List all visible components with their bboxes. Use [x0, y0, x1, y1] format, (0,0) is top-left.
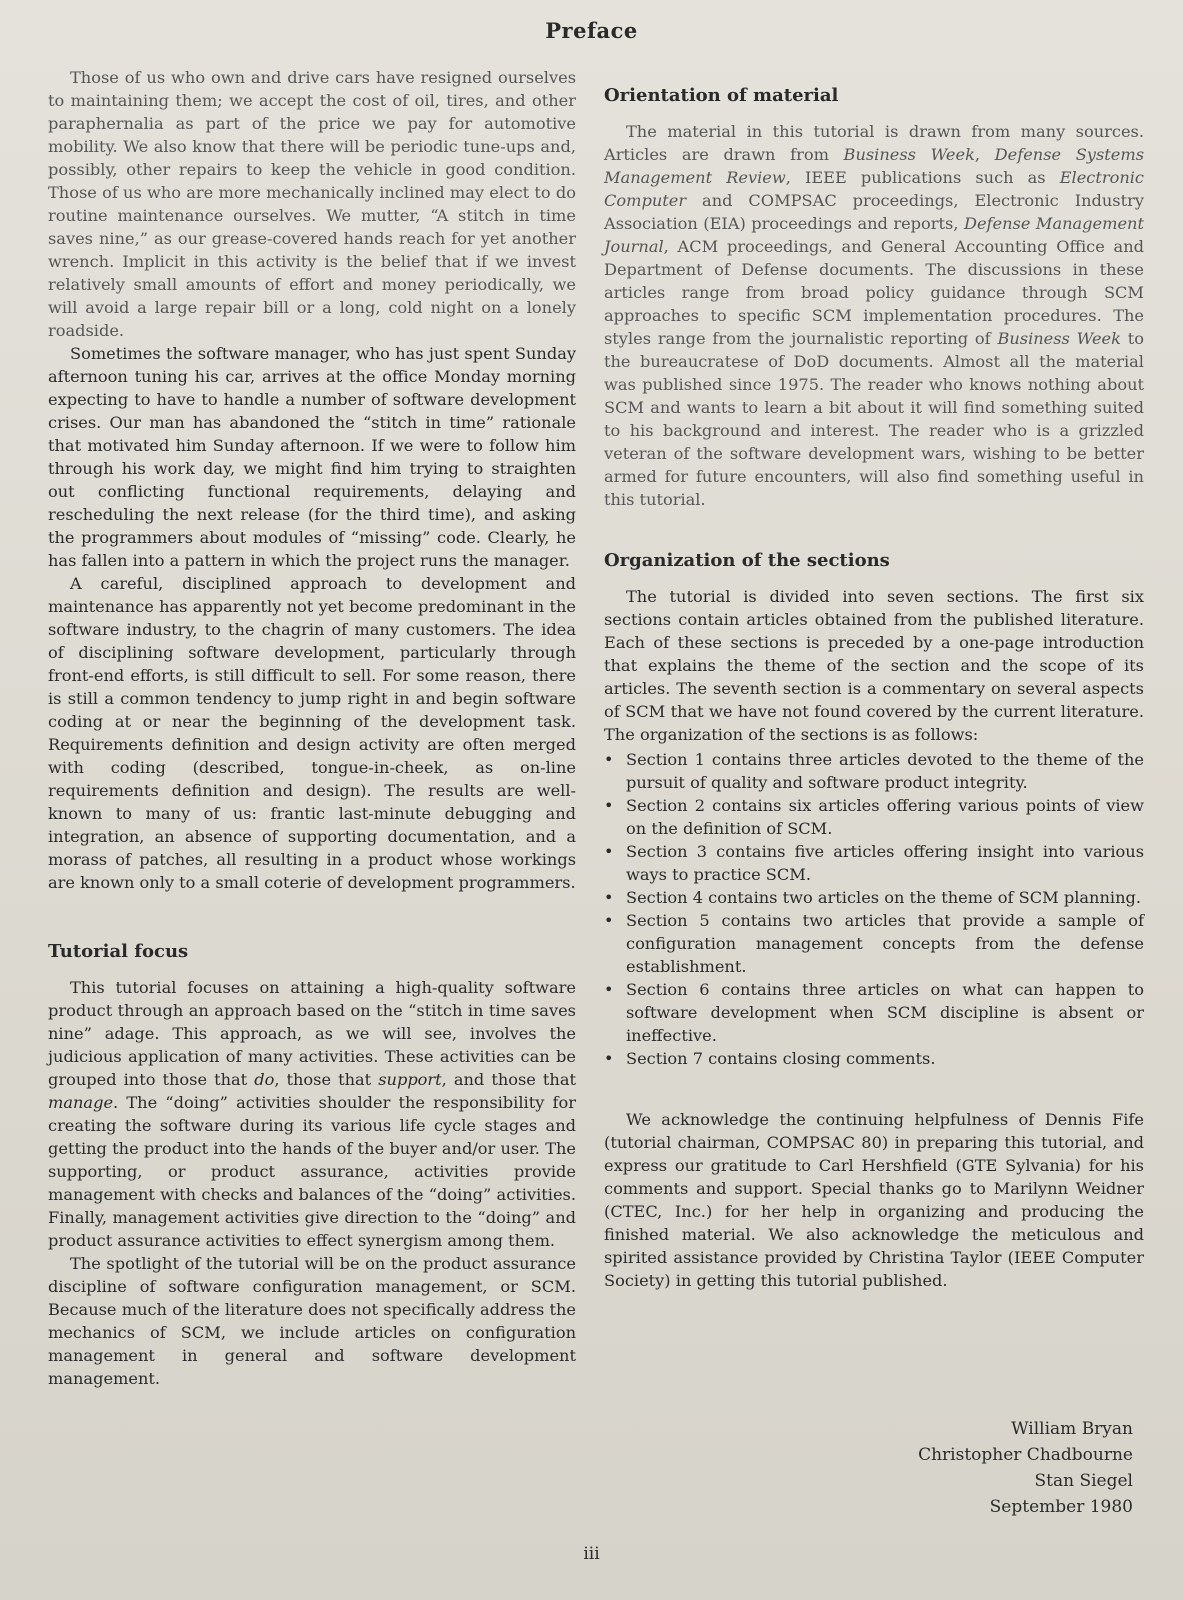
signature-block [833, 1416, 1133, 1520]
heading-organization: Organization of the sections [604, 550, 890, 571]
list-item: • Section 3 contains five articles offering insight into various ways to practice SCM. [604, 840, 1144, 886]
spacer [604, 1070, 1144, 1108]
spacer [604, 108, 1144, 120]
spacer [604, 573, 1144, 585]
page-number: iii [583, 1544, 600, 1564]
list-item: • Section 7 contains closing comments. [604, 1047, 1144, 1070]
page-title: Preface [545, 18, 638, 43]
spacer [48, 964, 576, 976]
sections-list [604, 748, 1144, 1070]
heading-orientation: Orientation of material [604, 85, 839, 106]
paragraph-cars: Those of us who own and drive cars have resigned ourselves to maintaining them; we accept the cost of oil, tires, and other paraphernalia as part of the price we pay for automotive mobility. We also know that there will be periodic tune-ups and, possibly, other repairs to keep the vehicle in good condition. Those of us who are more mechanically inclined may elect to do routine maintenance ourselves. We mutter, “A stitch in time saves nine,” as our grease-covered hands reach for yet another wrench. Implicit in this activity is the belief that if we invest relatively small amounts of effort and money periodically, we will avoid a large repair bill or a long, cold night on a lonely roadside. [48, 68, 576, 340]
paragraph-spotlight: The spotlight of the tutorial will be on the product assurance discipline of software configuration management, or SCM. Because much of the literature does not specifically address the mechanics of SCM, we include articles on configuration management in general and software development management. [48, 1254, 576, 1388]
list-item: • Section 1 contains three articles devoted to the theme of the pursuit of quality and software product integrity. [604, 748, 1144, 794]
signature-name: William Bryan [1011, 1419, 1133, 1439]
paragraph-organization: The tutorial is divided into seven sections. The first six sections contain articles obtained from the published literature. Each of these sections is preceded by a one-page introduction that explains the theme of the section and the scope of its articles. The seventh section is a commentary on several aspects of SCM that we have not found covered by the current literature. The organization of the sections is as follows: [604, 587, 1144, 744]
paragraph-orientation: The material in this tutorial is drawn from many sources. Articles are drawn from Business Week, Defense Systems Management Review, IEEE publications such as Electronic Computer and COMPSAC proceedings, Electronic Industry Association (EIA) proceedings and reports, Defense Management Journal, ACM proceedings, and General Accounting Office and Department of Defense documents. The discussions in these articles range from broad policy guidance through SCM approaches to specific SCM implementation procedures. The styles range from the journalistic reporting of Business Week to the bureaucratese of DoD documents. Almost all the material was published since 1975. The reader who knows nothing about SCM and wants to learn a bit about it will find something suited to his background and interest. The reader who is a grizzled veteran of the software development wars, wishing to be better armed for future encounters, will also find something useful in this tutorial. [604, 122, 1144, 509]
paragraph-software-manager: Sometimes the software manager, who has just spent Sunday afternoon tuning his car, arrives at the office Monday morning expecting to have to handle a number of software development crises. Our man has abandoned the “stitch in time” rationale that motivated him Sunday afternoon. If we were to follow him through his work day, we might find him trying to straighten out conflicting functional requirements, delaying and rescheduling the next release (for the third time), and asking the programmers about modules of “missing” code. Clearly, he has fallen into a pattern in which the project runs the manager. [48, 344, 576, 570]
signature-date: September 1980 [989, 1497, 1133, 1517]
spacer [604, 511, 1144, 549]
heading-tutorial-focus: Tutorial focus [48, 941, 189, 962]
list-item: • Section 6 contains three articles on what can happen to software development when SCM discipline is absent or ineffective. [604, 978, 1144, 1047]
signature-name: Stan Siegel [1034, 1471, 1133, 1491]
paragraph-acknowledgments: We acknowledge the continuing helpfulness of Dennis Fife (tutorial chairman, COMPSAC 80) in preparing this tutorial, and express our gratitude to Carl Hershfield (GTE Sylvania) for his comments and support. Special thanks go to Marilynn Weidner (CTEC, Inc.) for her help in organizing and producing the finished material. We also acknowledge the meticulous and spirited assistance provided by Christina Taylor (IEEE Computer Society) in getting this tutorial published. [604, 1110, 1144, 1290]
paragraph-disciplined-approach: A careful, disciplined approach to development and maintenance has apparently not yet become predominant in the software industry, to the chagrin of many customers. The idea of disciplining software development, particularly through front-end efforts, is still difficult to sell. For some reason, there is still a common tendency to jump right in and begin software coding at or near the beginning of the development task. Requirements definition and design activity are often merged with coding (described, tongue-in-cheek, as on-line requirements definition and design). The results are well-known to many of us: frantic last-minute debugging and integration, an absence of supporting documentation, and a morass of patches, all resulting in a product whose workings are known only to a small coterie of development programmers. [48, 574, 576, 892]
list-item: • Section 4 contains two articles on the theme of SCM planning. [604, 886, 1144, 909]
list-item: • Section 2 contains six articles offering various points of view on the definition of SCM. [604, 794, 1144, 840]
left-column [48, 66, 576, 1390]
paragraph-focus: This tutorial focuses on attaining a high-quality software product through an approach based on the “stitch in time saves nine” adage. This approach, as we will see, involves the judicious application of many activities. These activities can be grouped into those that do, those that support, and those that manage. The “doing” activities shoulder the responsibility for creating the software during its various life cycle stages and getting the product into the hands of the buyer and/or user. The supporting, or product assurance, activities provide management with checks and balances of the “doing” activities. Finally, management activities give direction to the “doing” and product assurance activities to effect synergism among them. [48, 978, 576, 1250]
spacer [48, 894, 576, 940]
signature-name: Christopher Chadbourne [918, 1445, 1133, 1465]
right-column [604, 84, 1144, 1292]
list-item: • Section 5 contains two articles that provide a sample of configuration management concepts from the defense establishment. [604, 909, 1144, 978]
